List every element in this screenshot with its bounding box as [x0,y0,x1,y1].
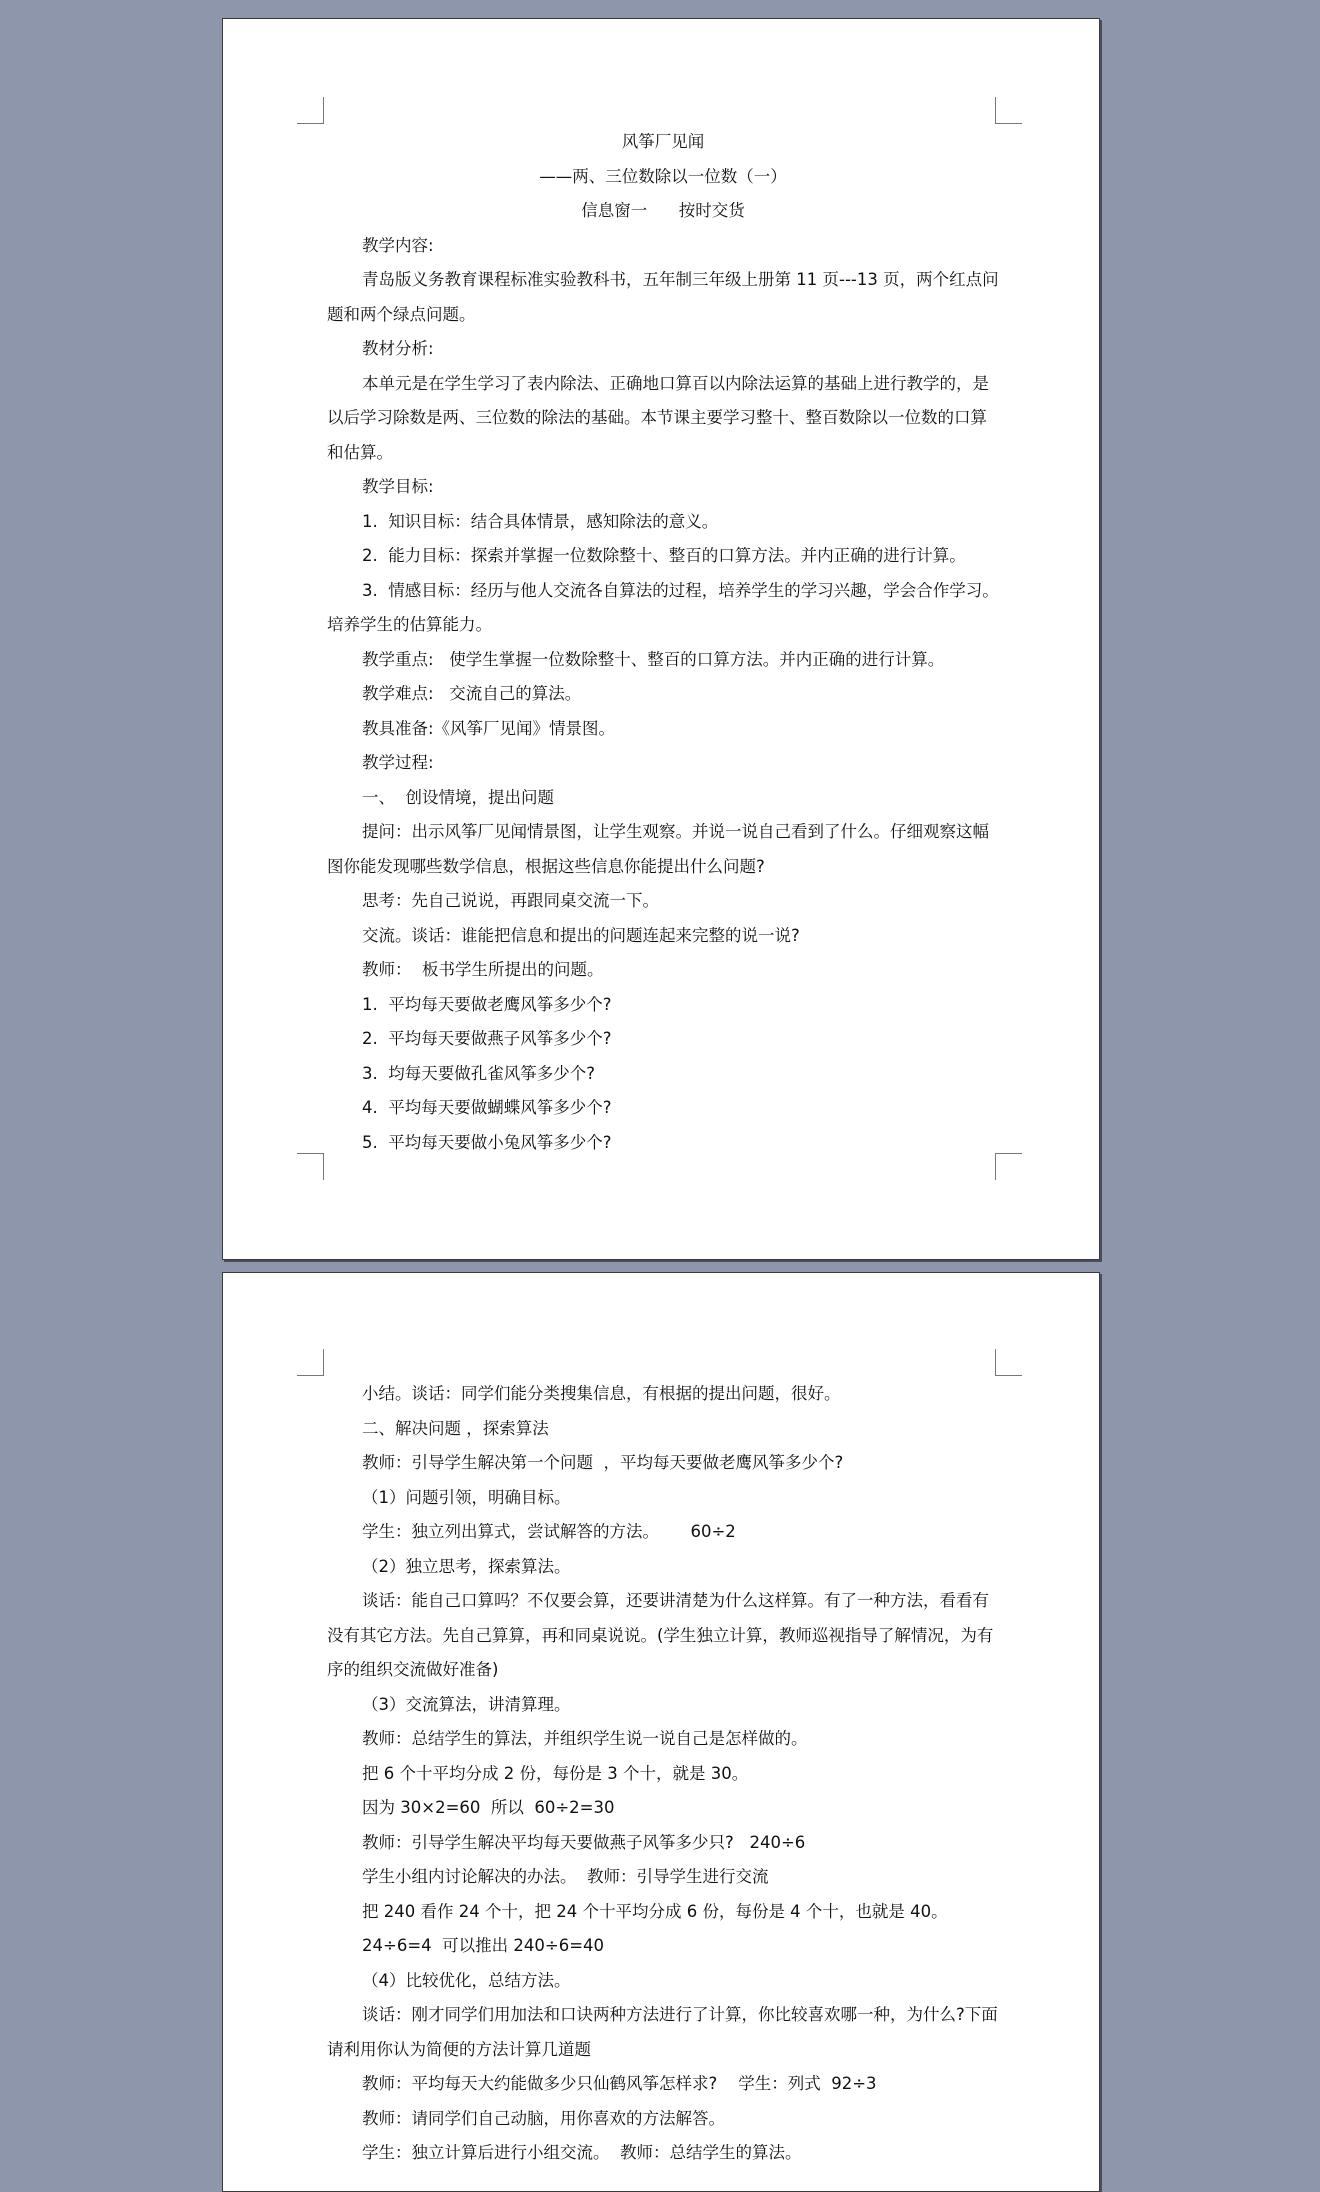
margin-corner-mark [297,97,324,124]
margin-corner-mark [297,1153,324,1180]
paragraph: 1. 知识目标：结合具体情景，感知除法的意义。 [362,511,719,531]
paragraph: 把 240 看作 24 个十，把 24 个十平均分成 6 份，每份是 4 个十，也就是 40。 [362,1901,948,1921]
document-page-1 [222,18,1100,1260]
paragraph: 把 6 个十平均分成 2 份，每份是 3 个十，就是 30。 [362,1763,749,1783]
paragraph: 教师：平均每天大约能做多少只仙鹤风筝怎样求? 学生：列式 92÷3 [362,2074,877,2093]
paragraph: 24÷6=4 可以推出 240÷6=40 [362,1936,605,1955]
paragraph: （1）问题引领，明确目标。 [362,1487,571,1507]
paragraph: 学生：独立列出算式，尝试解答的方法。 60÷2 [362,1522,736,1541]
paragraph: 谈话：刚才同学们用加法和口诀两种方法进行了计算，你比较喜欢哪一种，为什么?下面请利用你认为简便的方法计算几道题 [327,2005,998,2059]
paragraph: 一、 创设情境，提出问题 [362,787,554,807]
paragraph: 小结。谈话：同学们能分类搜集信息，有根据的提出问题，很好。 [362,1384,841,1403]
paragraph: 因为 30×2=60 所以 60÷2=30 [362,1798,615,1817]
paragraph: 思考：先自己说说，再跟同桌交流一下。 [362,891,659,910]
page-1-body [327,229,999,1161]
paragraph: 教学重点: 使学生掌握一位数除整十、整百的口算方法。并内正确的进行计算。 [362,649,945,669]
paragraph: 教师：总结学生的算法，并组织学生说一说自己是怎样做的。 [362,1729,808,1748]
paragraph: 交流。谈话：谁能把信息和提出的问题连起来完整的说一说? [362,925,800,945]
paragraph: 二、解决问题 ，探索算法 [362,1418,549,1438]
margin-corner-mark [995,1349,1022,1376]
paragraph: 4. 平均每天要做蝴蝶风筝多少个? [362,1098,612,1117]
paragraph: 教学难点: 交流自己的算法。 [362,684,582,703]
paragraph: 3. 均每天要做孔雀风筝多少个? [362,1063,595,1083]
paragraph: 5. 平均每天要做小兔风筝多少个? [362,1132,612,1152]
paragraph: 教师：引导学生解决第一个问题 ，平均每天要做老鹰风筝多少个? [362,1453,844,1472]
paragraph: 2. 平均每天要做燕子风筝多少个? [362,1029,612,1048]
paragraph: 教师： 板书学生所提出的问题。 [362,960,604,979]
paragraph: 青岛版义务教育课程标准实验教科书，五年制三年级上册第 11 页---13 页，两个红点问题和两个绿点问题。 [327,270,999,324]
paragraph: 提问：出示风筝厂见闻情景图，让学生观察。并说一说自己看到了什么。仔细观察这幅图你能发现哪些数学信息，根据这些信息你能提出什么问题? [327,822,989,876]
page-1-text[interactable] [327,125,999,1160]
paragraph: 3. 情感目标：经历与他人交流各自算法的过程，培养学生的学习兴趣，学会合作学习。培养学生的估算能力。 [327,580,999,634]
paragraph: （2）独立思考，探索算法。 [362,1556,571,1576]
section-heading: 信息窗一 按时交货 [581,201,745,220]
paragraph: 1. 平均每天要做老鹰风筝多少个? [362,994,612,1014]
document-page-2 [222,1272,1100,2192]
margin-corner-mark [995,97,1022,124]
margin-corner-mark [995,1153,1022,1180]
paragraph: （4）比较优化，总结方法。 [362,1970,571,1990]
paragraph: 教师：引导学生解决平均每天要做燕子风筝多少只? 240÷6 [362,1832,806,1852]
paragraph: 教学目标: [362,477,434,496]
paragraph: 教学过程: [362,753,434,772]
margin-corner-mark [297,1349,324,1376]
page-2-body [327,1377,999,2171]
paragraph: （3）交流算法，讲清算理。 [362,1694,571,1714]
paragraph: 教师：请同学们自己动脑，用你喜欢的方法解答。 [362,2108,725,2128]
paragraph: 教具准备:《风筝厂见闻》情景图。 [362,718,616,738]
paragraph: 学生：独立计算后进行小组交流。 教师：总结学生的算法。 [362,2143,802,2162]
page-2-text[interactable] [327,1377,999,2171]
paragraph: 本单元是在学生学习了表内除法、正确地口算百以内除法运算的基础上进行教学的，是以后学习除数是两、三位数的除法的基础。本节课主要学习整十、整百数除以一位数的口算和估算。 [327,373,989,462]
paragraph: 谈话：能自己口算吗？不仅要会算，还要讲清楚为什么这样算。有了一种方法，看看有没有其它方法。先自己算算，再和同桌说说。(学生独立计算，教师巡视指导了解情况，为有序的组织交流做好准备) [327,1591,994,1679]
paragraph: 教学内容: [362,235,434,255]
document-subtitle: ——两、三位数除以一位数（一） [539,166,787,186]
paragraph: 教材分析: [362,339,434,358]
paragraph: 2. 能力目标：探索并掌握一位数除整十、整百的口算方法。并内正确的进行计算。 [362,546,966,565]
document-title: 风筝厂见闻 [621,132,705,151]
paragraph: 学生小组内讨论解决的办法。 教师：引导学生进行交流 [362,1867,769,1886]
